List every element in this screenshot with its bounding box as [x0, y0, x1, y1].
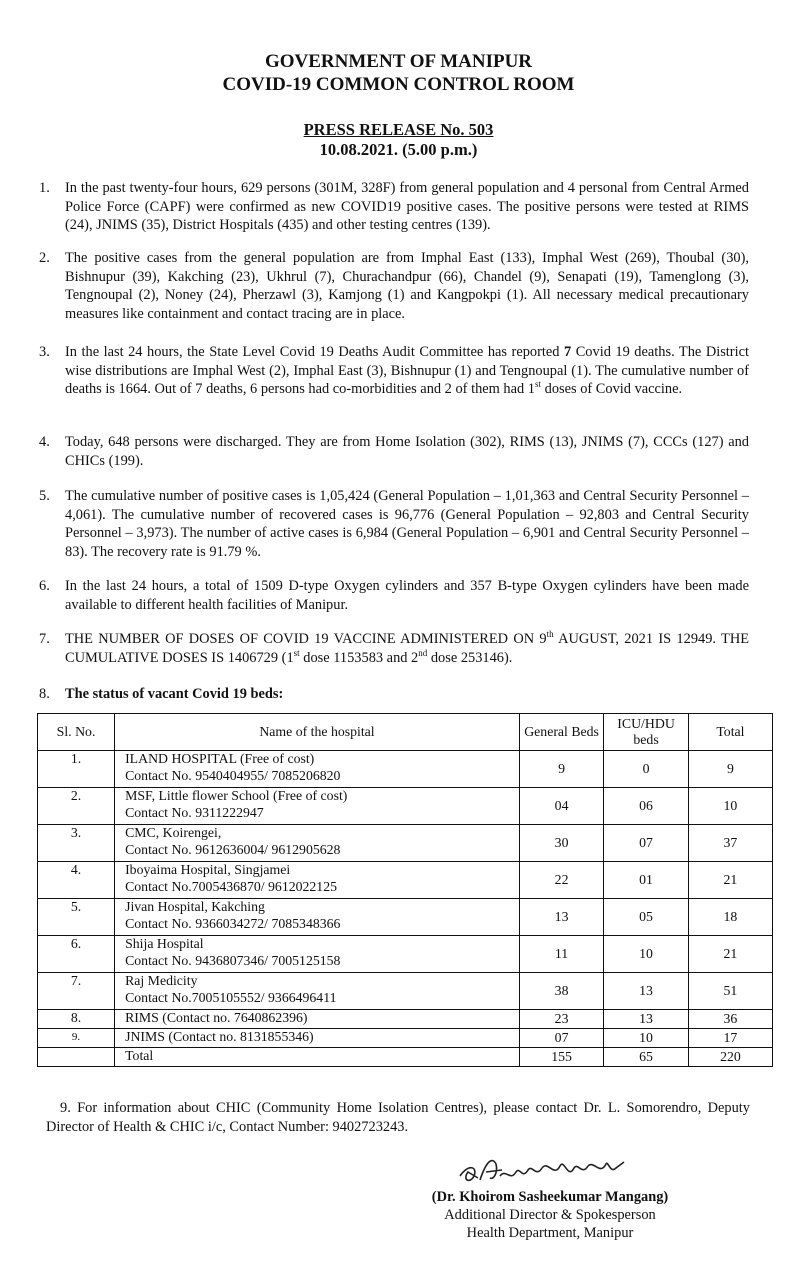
hospital-name: Jivan Hospital, Kakching [125, 899, 265, 914]
hospital-contact: Contact No.7005105552/ 9366496411 [125, 989, 337, 1005]
total-cell: 18 [688, 899, 772, 936]
paragraph-8 [39, 685, 749, 704]
death-count: 7 [563, 344, 572, 360]
hospital-cell [115, 936, 520, 973]
paragraph-1 [39, 179, 749, 235]
col-header-icu-beds: ICU/HDU beds [604, 714, 689, 751]
paragraph-text: 9. For information about CHIC (Community Home Isolation Centres), please contact Dr. L. Somorendro, Deputy Director of Health & CHIC i/c, Contact Number: 9402723243. [46, 1100, 750, 1135]
sl-cell: 7. [38, 973, 115, 1010]
sl-cell: 1. [38, 751, 115, 788]
government-title: GOVERNMENT OF MANIPUR [264, 51, 533, 72]
general-beds-cell: 38 [519, 973, 603, 1010]
paragraph-number: 1. [39, 180, 50, 196]
sl-cell: 2. [38, 788, 115, 825]
sl-cell [38, 1048, 115, 1067]
sl-cell: 3. [38, 825, 115, 862]
table-row [38, 825, 773, 862]
icu-beds-cell: 13 [604, 1010, 689, 1029]
icu-beds-cell: 05 [604, 899, 689, 936]
table-row [38, 899, 773, 936]
hospital-name: CMC, Koirengei, [125, 825, 222, 840]
hospital-cell [115, 751, 520, 788]
hospital-cell [115, 973, 520, 1010]
icu-beds-cell: 07 [604, 825, 689, 862]
hospital-cell: RIMS (Contact no. 7640862396) [115, 1010, 520, 1029]
table-row [38, 936, 773, 973]
paragraph-number: 8. [39, 686, 50, 702]
sl-cell: 6. [38, 936, 115, 973]
paragraph-5 [39, 487, 749, 561]
total-cell: 36 [688, 1010, 772, 1029]
icu-beds-cell: 13 [604, 973, 689, 1010]
hospital-name: MSF, Little flower School (Free of cost) [125, 788, 348, 803]
general-beds-cell: 04 [519, 788, 603, 825]
handwritten-signature [456, 1154, 636, 1188]
release-datetime: 10.08.2021. (5.00 p.m.) [319, 140, 478, 159]
total-cell: 17 [688, 1029, 772, 1048]
col-header-total: Total [688, 714, 772, 751]
sl-cell: 8. [38, 1010, 115, 1029]
vacant-beds-table [37, 713, 773, 1067]
hospital-contact: Contact No.7005436870/ 9612022125 [125, 878, 338, 894]
beds-section-heading: The status of vacant Covid 19 beds: [65, 686, 284, 702]
total-icu-beds-cell: 65 [604, 1048, 689, 1067]
paragraph-text: In the last 24 hours, a total of 1509 D-type Oxygen cylinders and 357 B-type Oxygen cylinders have been made available to different health facilities of Manipur. [65, 578, 749, 613]
paragraph-text: In the last 24 hours, the State Level Covid 19 Deaths Audit Committee has reported 7 Covid 19 deaths. The District wise distributions are Imphal West (2), Imphal East (3), Bishnupur (1) and Tengnoupal (1). The cumulative number of deaths is 1664. Out of 7 deaths, 6 persons had co-morbidities and 2 of them had 1st doses of Covid vaccine. [65, 344, 749, 398]
total-cell: 51 [688, 973, 772, 1010]
hospital-cell: JNIMS (Contact no. 8131855346) [115, 1029, 520, 1048]
col-header-sl: Sl. No. [38, 714, 115, 751]
paragraph-number: 7. [39, 631, 50, 647]
paragraph-number: 6. [39, 578, 50, 594]
paragraph-text: Today, 648 persons were discharged. They are from Home Isolation (302), RIMS (13), JNIMS (7), CCCs (127) and CHICs (199). [65, 434, 749, 469]
paragraph-9 [46, 1099, 750, 1136]
sl-cell: 5. [38, 899, 115, 936]
sl-cell: 4. [38, 862, 115, 899]
paragraph-number: 5. [39, 488, 50, 504]
paragraph-number: 3. [39, 344, 50, 360]
hospital-cell [115, 862, 520, 899]
hospital-cell [115, 899, 520, 936]
total-cell: 37 [688, 825, 772, 862]
icu-beds-cell: 06 [604, 788, 689, 825]
paragraph-text: The cumulative number of positive cases is 1,05,424 (General Population – 1,01,363 and Central Security Personnel – 4,061). The cumulative number of recovered cases is 96,776 (General Population – 92,803 and Central Security Personnel – 3,973). The number of active cases is 6,984 (General Population – 6,901 and Central Security Personnel – 83). The recovery rate is 91.79 %. [65, 488, 749, 560]
col-header-hospital: Name of the hospital [115, 714, 520, 751]
icu-beds-cell: 10 [604, 936, 689, 973]
general-beds-cell: 11 [519, 936, 603, 973]
hospital-contact: Contact No. 9540404955/ 7085206820 [125, 767, 341, 783]
hospital-name: ILAND HOSPITAL (Free of cost) [125, 751, 315, 766]
icu-beds-cell: 01 [604, 862, 689, 899]
press-release-number: PRESS RELEASE No. 503 [303, 120, 494, 139]
hospital-cell [115, 825, 520, 862]
table-total-row [38, 1048, 773, 1067]
signatory-title: Additional Director & Spokesperson [444, 1207, 656, 1223]
hospital-contact: Contact No. 9366034272/ 7085348366 [125, 915, 341, 931]
table-row [38, 751, 773, 788]
general-beds-cell: 22 [519, 862, 603, 899]
control-room-title: COVID-19 COMMON CONTROL ROOM [222, 74, 575, 95]
paragraph-number: 4. [39, 434, 50, 450]
sl-cell: 9. [38, 1029, 115, 1048]
total-label-cell: Total [115, 1048, 520, 1067]
general-beds-cell: 13 [519, 899, 603, 936]
col-header-general-beds: General Beds [519, 714, 603, 751]
paragraph-text: In the past twenty-four hours, 629 persons (301M, 328F) from general population and 4 personal from Central Armed Police Force (CAPF) were confirmed as new COVID19 positive cases. The positive persons were tested at RIMS (24), JNIMS (35), District Hospitals (435) and other testing centres (139). [65, 180, 749, 234]
total-cell: 10 [688, 788, 772, 825]
paragraph-3 [39, 343, 749, 399]
paragraph-number: 2. [39, 250, 50, 266]
hospital-name: Raj Medicity [125, 973, 198, 988]
total-general-beds-cell: 155 [519, 1048, 603, 1067]
table-row [38, 1029, 773, 1048]
paragraph-number: 9. [60, 1100, 71, 1116]
paragraph-2 [39, 249, 749, 323]
general-beds-cell: 23 [519, 1010, 603, 1029]
table-header-row [38, 714, 773, 751]
paragraph-text: THE NUMBER OF DOSES OF COVID 19 VACCINE ADMINISTERED ON 9th AUGUST, 2021 IS 12949. THE CUMULATIVE DOSES IS 1406729 (1st dose 1153583 and 2nd dose 253146). [65, 629, 749, 666]
general-beds-cell: 07 [519, 1029, 603, 1048]
hospital-name: Shija Hospital [125, 936, 204, 951]
paragraph-7 [39, 630, 749, 667]
total-cell: 21 [688, 936, 772, 973]
hospital-contact: Contact No. 9612636004/ 9612905628 [125, 841, 341, 857]
table-row [38, 973, 773, 1010]
icu-beds-cell: 0 [604, 751, 689, 788]
signatory-name: (Dr. Khoirom Sasheekumar Mangang) [431, 1189, 669, 1205]
hospital-cell [115, 788, 520, 825]
total-cell: 21 [688, 862, 772, 899]
table-row [38, 788, 773, 825]
paragraph-text: The positive cases from the general population are from Imphal East (133), Imphal West (269), Thoubal (30), Bishnupur (39), Kakching (23), Ukhrul (7), Churachandpur (66), Chandel (9), Senapati (19), Tamenglong (3), Tengnoupal (2), Noney (24), Pherzawl (3), Kamjong (1) and Kangpokpi (1). All necessary medical precautionary measures like containment and contact tracing are in place. [65, 250, 749, 322]
table-row [38, 1010, 773, 1029]
signatory-department: Health Department, Manipur [466, 1225, 634, 1241]
grand-total-cell: 220 [688, 1048, 772, 1067]
paragraph-6 [39, 577, 749, 614]
general-beds-cell: 30 [519, 825, 603, 862]
hospital-name: Iboyaima Hospital, Singjamei [125, 862, 291, 877]
total-cell: 9 [688, 751, 772, 788]
table-row [38, 862, 773, 899]
icu-beds-cell: 10 [604, 1029, 689, 1048]
hospital-contact: Contact No. 9436807346/ 7005125158 [125, 952, 341, 968]
hospital-contact: Contact No. 9311222947 [125, 804, 264, 820]
general-beds-cell: 9 [519, 751, 603, 788]
paragraph-4 [39, 433, 749, 470]
